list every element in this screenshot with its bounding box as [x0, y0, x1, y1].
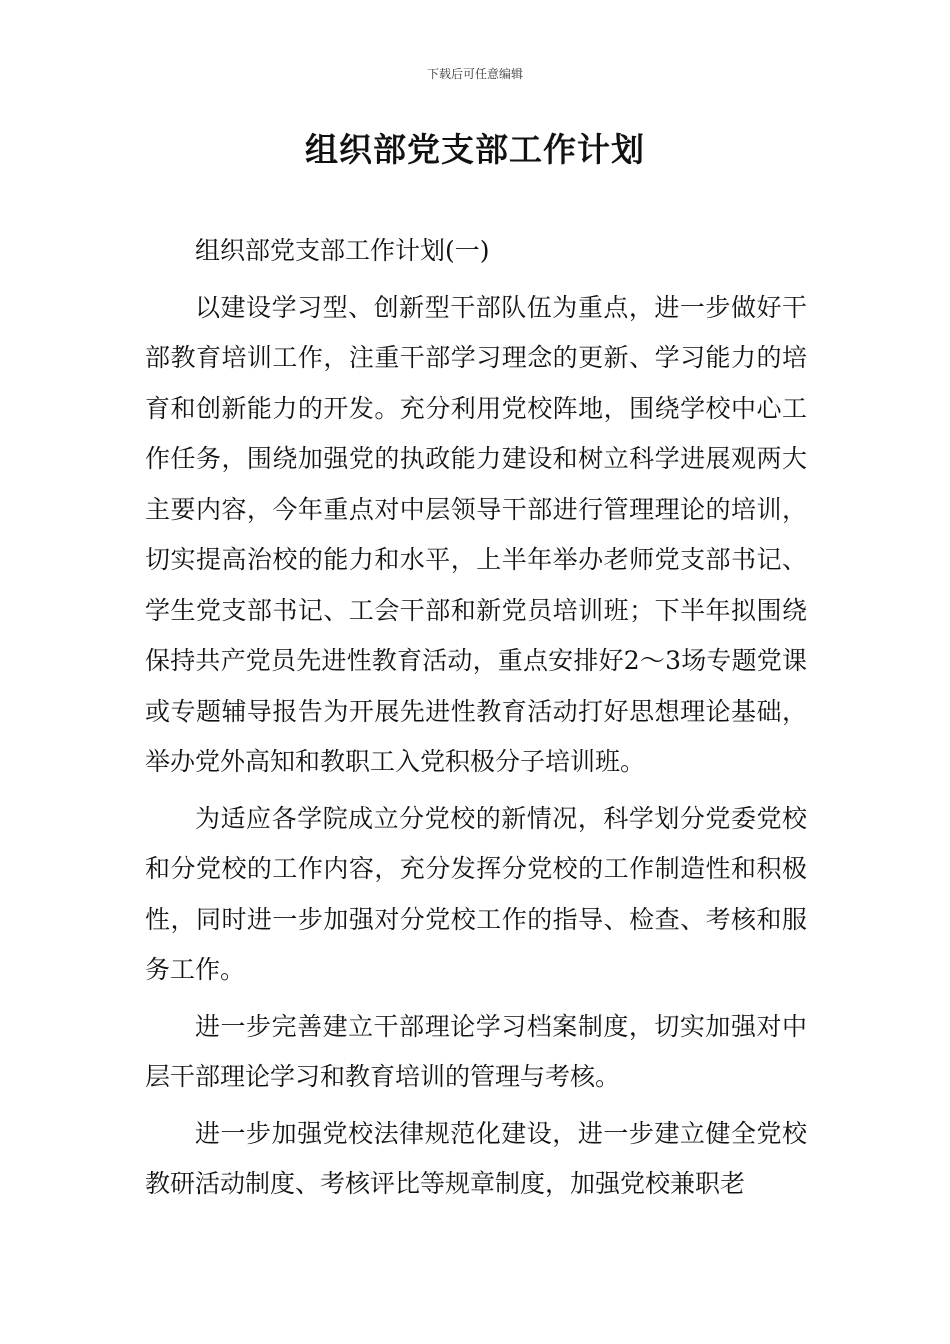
paragraph-3: 进一步完善建立干部理论学习档案制度，切实加强对中层干部理论学习和教育培训的管理与考核。	[145, 1011, 807, 1091]
header-note: 下载后可任意编辑	[426, 67, 523, 81]
paragraph-1: 以建设学习型、创新型干部队伍为重点，进一步做好干部教育培训工作，注重干部学习理念的更新、学习能力的培育和创新能力的开发。充分利用党校阵地，围绕学校中心工作任务，围绕加强党的执政能力建设和树立科学进展观两大主要内容，今年重点对中层领导干部进行管理理论的培训，切实提高治校的能力和水平，上半年举办老师党支部书记、学生党支部书记、工会干部和新党员培训班；下半年拟围绕保持共产党员先进性教育活动，重点安排好2～3场专题党课或专题辅导报告为开展先进性教育活动打好思想理论基础，举办党外高知和教职工入党积极分子培训班。	[145, 292, 807, 776]
paragraph-4: 进一步加强党校法律规范化建设，进一步建立健全党校教研活动制度、考核评比等规章制度，加强党校兼职老	[145, 1118, 807, 1198]
document-title: 组织部党支部工作计划	[305, 130, 645, 169]
paragraph-2: 为适应各学院成立分党校的新情况，科学划分党委党校和分党校的工作内容，充分发挥分党校的工作制造性和积极性，同时进一步加强对分党校工作的指导、检查、考核和服务工作。	[145, 803, 807, 984]
document-body	[145, 226, 807, 1216]
section-subtitle: 组织部党支部工作计划(一)	[195, 236, 490, 265]
